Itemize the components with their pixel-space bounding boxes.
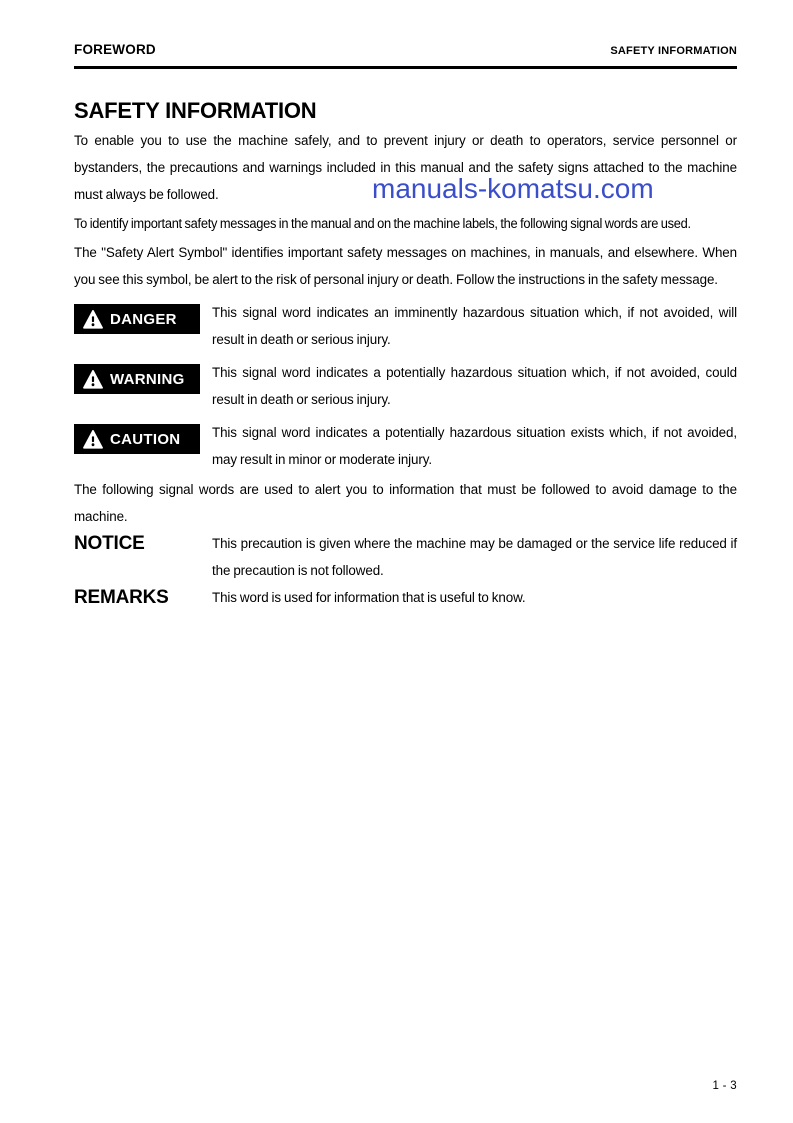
caution-description: This signal word indicates a potentially hazardous situation exists which, if not avoided, may result in minor or moderate injury. — [212, 425, 737, 467]
intro-paragraph-2: To identify important safety messages in the manual and on the machine labels, the following signal words are used. — [74, 216, 691, 231]
header-section-title: FOREWORD — [74, 42, 156, 57]
header-chapter-title: SAFETY INFORMATION — [610, 45, 737, 57]
intro-paragraph-3: The "Safety Alert Symbol" identifies important safety messages on machines, in manuals, and elsewhere. When you see this symbol, be alert to the risk of personal injury or death. Follow the instructions in the safety message. — [74, 245, 737, 287]
signal-word-row-caution — [74, 419, 737, 473]
danger-label: DANGER — [110, 310, 177, 328]
danger-badge-column — [74, 299, 212, 334]
page-title: SAFETY INFORMATION — [74, 98, 317, 123]
notice-label-column — [74, 530, 212, 555]
warning-triangle-icon — [83, 310, 103, 329]
danger-badge — [74, 304, 200, 334]
warning-badge — [74, 364, 200, 394]
remarks-description: This word is used for information that is useful to know. — [212, 590, 526, 605]
notice-label: NOTICE — [74, 533, 145, 554]
warning-description: This signal word indicates a potentially hazardous situation which, if not avoided, could result in death or serious injury. — [212, 365, 737, 407]
watermark: manuals-komatsu.com — [372, 173, 654, 204]
notice-row — [74, 530, 737, 584]
caution-badge-column — [74, 419, 212, 454]
page-number: 1 - 3 — [712, 1080, 737, 1092]
signal-word-row-warning — [74, 359, 737, 413]
warning-triangle-icon — [83, 370, 103, 389]
signal-word-row-danger — [74, 299, 737, 353]
page-content — [74, 0, 737, 638]
warning-label: WARNING — [110, 370, 185, 388]
page-header — [74, 0, 737, 69]
caution-badge — [74, 424, 200, 454]
caution-label: CAUTION — [110, 430, 181, 448]
remarks-label: REMARKS — [74, 587, 169, 608]
warning-triangle-icon — [83, 430, 103, 449]
danger-description: This signal word indicates an imminently hazardous situation which, if not avoided, will result in death or serious injury. — [212, 305, 737, 347]
intro-paragraph-1: To enable you to use the machine safely, and to prevent injury or death to operators, service personnel or bystanders, the precautions and warnings included in this manual and the safety signs attached to the machine must always be followed. — [74, 133, 737, 202]
remarks-label-column — [74, 584, 212, 609]
notice-description: This precaution is given where the machine may be damaged or the service life reduced if the precaution is not followed. — [212, 536, 737, 578]
remarks-row — [74, 584, 737, 638]
warning-badge-column — [74, 359, 212, 394]
damage-paragraph: The following signal words are used to alert you to information that must be followed to avoid damage to the machine. — [74, 482, 737, 524]
